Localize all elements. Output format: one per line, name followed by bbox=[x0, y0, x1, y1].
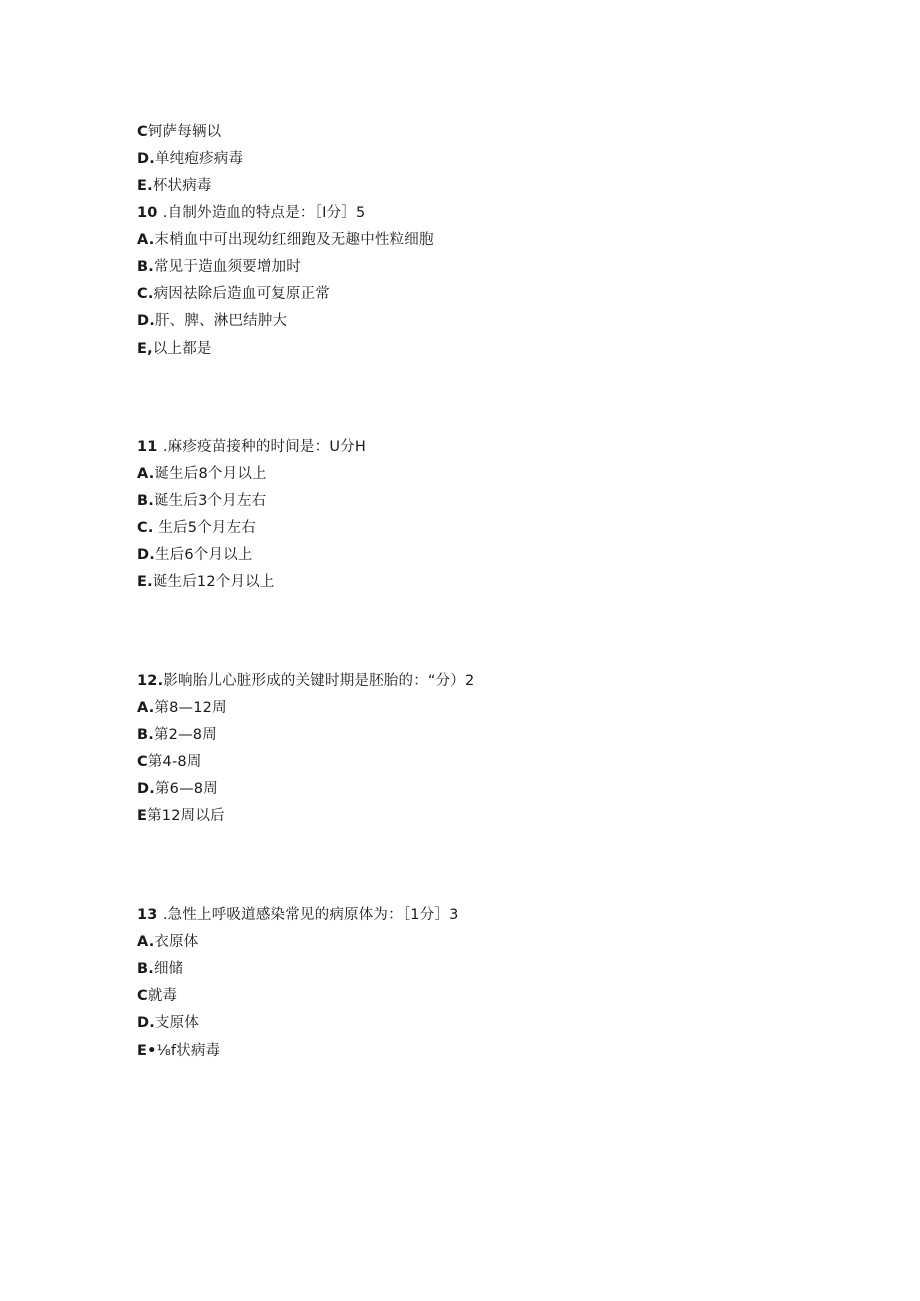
option-a bbox=[137, 931, 199, 953]
option-text: 第12周以后 bbox=[147, 808, 225, 824]
option-text: 以上都是 bbox=[152, 341, 212, 357]
option-label: C. bbox=[137, 520, 154, 536]
option-text: 衣原体 bbox=[154, 934, 199, 950]
option-d bbox=[137, 544, 253, 566]
option-text: 就毒 bbox=[147, 988, 178, 1004]
option-label: E, bbox=[137, 341, 153, 357]
option-text: 诞生后3个月左右 bbox=[153, 493, 267, 509]
question-text: .急性上呼吸道感染常见的病原体为：［1分］3 bbox=[162, 907, 459, 923]
option-label: D. bbox=[137, 313, 155, 329]
option-text: 第2—8周 bbox=[153, 727, 217, 743]
option-label: A. bbox=[137, 466, 155, 482]
option-b bbox=[137, 958, 183, 980]
option-label: B. bbox=[137, 727, 154, 743]
option-d bbox=[137, 148, 243, 170]
option-label: D. bbox=[137, 151, 155, 167]
option-text: 肝、脾、淋巴结肿大 bbox=[154, 313, 288, 329]
option-b bbox=[137, 256, 301, 278]
option-c bbox=[137, 283, 330, 305]
option-text: 病因祛除后造血可复原正常 bbox=[153, 286, 330, 302]
option-c bbox=[137, 517, 256, 539]
option-text: 诞生后12个月以上 bbox=[152, 574, 275, 590]
option-text: 第4-8周 bbox=[147, 754, 202, 770]
option-text: 生后6个月以上 bbox=[154, 547, 253, 563]
option-label: C bbox=[137, 988, 148, 1004]
option-label: A. bbox=[137, 232, 155, 248]
option-label: B. bbox=[137, 961, 154, 977]
option-text: 第6—8周 bbox=[154, 781, 218, 797]
option-text: 第8—12周 bbox=[154, 700, 227, 716]
question-text: 影响胎儿心脏形成的关键时期是胚胎的：“分）2 bbox=[163, 673, 475, 689]
option-text: 单纯疱疹病毒 bbox=[154, 151, 244, 167]
option-e bbox=[137, 805, 225, 827]
option-text: 杯状病毒 bbox=[152, 178, 212, 194]
option-text: 细储 bbox=[153, 961, 184, 977]
option-text: 生后5个月左右 bbox=[153, 520, 256, 536]
question-12 bbox=[137, 670, 474, 692]
question-13 bbox=[137, 904, 459, 926]
option-a bbox=[137, 697, 227, 719]
option-label: C. bbox=[137, 286, 154, 302]
option-text: 诞生后8个月以上 bbox=[154, 466, 267, 482]
option-text: 常见于造血须要增加时 bbox=[153, 259, 301, 275]
option-label: A. bbox=[137, 934, 155, 950]
option-label: E. bbox=[137, 178, 153, 194]
question-10 bbox=[137, 202, 365, 224]
option-label: D. bbox=[137, 547, 155, 563]
option-text: ⅛f状病毒 bbox=[156, 1043, 221, 1059]
option-d bbox=[137, 778, 218, 800]
option-e bbox=[137, 338, 212, 360]
option-a bbox=[137, 463, 267, 485]
option-e bbox=[137, 571, 275, 593]
question-11 bbox=[137, 436, 366, 458]
option-label: A. bbox=[137, 700, 155, 716]
question-number: 13 bbox=[137, 907, 163, 923]
option-text: 末梢血中可出现幼红细跑及无趣中性粒细胞 bbox=[154, 232, 434, 248]
option-c bbox=[137, 985, 177, 1007]
option-c bbox=[137, 121, 221, 143]
option-label: D. bbox=[137, 781, 155, 797]
question-text: .麻疹疫苗接种的时间是：U分H bbox=[162, 439, 366, 455]
option-c bbox=[137, 751, 202, 773]
option-label: D. bbox=[137, 1015, 155, 1031]
question-number: 12. bbox=[137, 673, 164, 689]
question-number: 10 bbox=[137, 205, 163, 221]
option-text: 支原体 bbox=[154, 1015, 200, 1031]
option-e bbox=[137, 1040, 220, 1062]
option-label: C bbox=[137, 754, 148, 770]
option-d bbox=[137, 1012, 199, 1034]
option-label: E bbox=[137, 808, 148, 824]
option-label: B. bbox=[137, 259, 154, 275]
option-text: 钶萨每辆以 bbox=[147, 124, 222, 140]
option-label: E• bbox=[137, 1043, 157, 1059]
question-text: .自制外造血的特点是：［I分］5 bbox=[162, 205, 366, 221]
question-number: 11 bbox=[137, 439, 163, 455]
option-a bbox=[137, 229, 434, 251]
option-b bbox=[137, 724, 217, 746]
option-label: C bbox=[137, 124, 148, 140]
option-e bbox=[137, 175, 212, 197]
option-label: E. bbox=[137, 574, 153, 590]
option-label: B. bbox=[137, 493, 154, 509]
option-d bbox=[137, 310, 287, 332]
option-b bbox=[137, 490, 266, 512]
